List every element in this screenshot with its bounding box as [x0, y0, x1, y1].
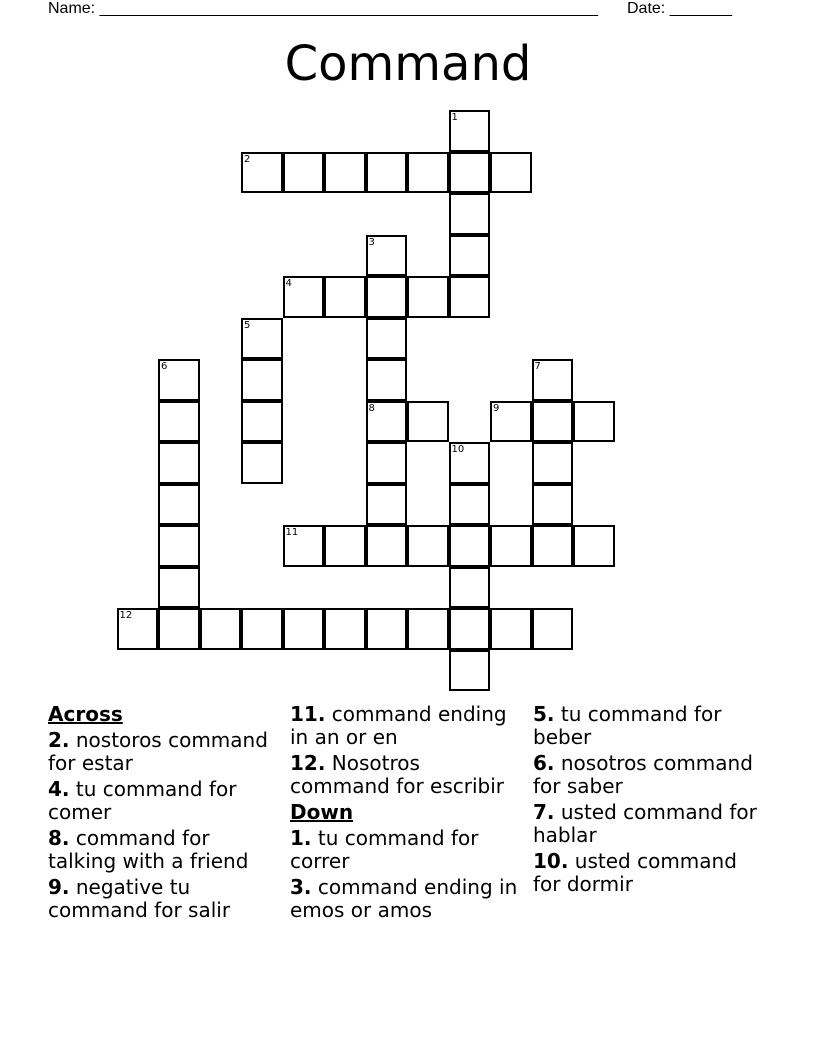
grid-cell[interactable]	[366, 235, 408, 277]
grid-cell[interactable]	[532, 608, 574, 650]
clue-number-label: 3	[368, 236, 375, 248]
clue-text: tu command for correr	[290, 826, 479, 873]
clue-number: 10.	[533, 849, 569, 873]
clue-text: tu command for beber	[533, 702, 722, 749]
grid-cell[interactable]	[449, 152, 491, 194]
grid-cell[interactable]	[324, 525, 366, 567]
clue-number: 4.	[48, 777, 70, 801]
grid-cell[interactable]	[449, 110, 491, 152]
grid-cell[interactable]	[490, 525, 532, 567]
grid-cell[interactable]	[283, 608, 325, 650]
grid-cell[interactable]	[407, 401, 449, 443]
grid-cell[interactable]	[366, 318, 408, 360]
grid-cell[interactable]	[366, 525, 408, 567]
clue-number: 6.	[533, 751, 555, 775]
clue-across-11	[290, 703, 525, 749]
clues-column-1	[48, 703, 283, 925]
grid-cell[interactable]	[283, 525, 325, 567]
grid-cell[interactable]	[366, 152, 408, 194]
clue-number-label: 10	[451, 444, 465, 455]
clue-down-6	[533, 752, 768, 798]
clue-number-label: 4	[285, 278, 292, 289]
grid-cell[interactable]	[490, 401, 532, 443]
clue-number: 12.	[290, 751, 326, 775]
clue-across-9	[48, 876, 283, 922]
clue-text: command ending in an or en	[290, 702, 507, 749]
grid-cell[interactable]	[158, 484, 200, 526]
grid-cell[interactable]	[449, 442, 491, 484]
clue-text: command ending in emos or amos	[290, 875, 518, 922]
clue-down-7	[533, 801, 768, 847]
grid-cell[interactable]	[366, 608, 408, 650]
grid-cell[interactable]	[407, 276, 449, 318]
clue-text: negative tu command for salir	[48, 875, 231, 922]
across-heading: Across	[48, 702, 123, 726]
grid-cell[interactable]	[241, 608, 283, 650]
grid-cell[interactable]	[573, 525, 615, 567]
grid-cell[interactable]	[366, 359, 408, 401]
name-field-label: Name: ________________________________________________________	[48, 0, 598, 17]
grid-cell[interactable]	[158, 608, 200, 650]
grid-cell[interactable]	[407, 152, 449, 194]
grid-cell[interactable]	[366, 401, 408, 443]
grid-cell[interactable]	[449, 484, 491, 526]
clue-number: 2.	[48, 728, 70, 752]
grid-cell[interactable]	[532, 401, 574, 443]
clue-across-4	[48, 778, 283, 824]
grid-cell[interactable]	[283, 152, 325, 194]
clues-column-2	[290, 703, 525, 925]
clue-number: 8.	[48, 826, 70, 850]
grid-cell[interactable]	[158, 359, 200, 401]
clue-number-label: 8	[368, 402, 375, 414]
down-heading: Down	[290, 800, 354, 824]
clue-number: 7.	[533, 800, 555, 824]
grid-cell[interactable]	[241, 442, 283, 484]
clue-number: 1.	[290, 826, 312, 850]
grid-cell[interactable]	[449, 608, 491, 650]
grid-cell[interactable]	[158, 442, 200, 484]
grid-cell[interactable]	[324, 276, 366, 318]
clue-number-label: 5	[244, 319, 251, 331]
clue-number-label: 1	[451, 112, 458, 123]
grid-cell[interactable]	[449, 525, 491, 567]
grid-cell[interactable]	[573, 401, 615, 443]
date-field-label: Date: _______	[627, 0, 732, 17]
clue-text: Nosotros command for escribir	[290, 751, 505, 798]
clue-text: nostoros command for estar	[48, 728, 268, 775]
clue-number: 9.	[48, 875, 70, 899]
clue-number: 5.	[533, 702, 555, 726]
grid-cell[interactable]	[366, 484, 408, 526]
grid-cell[interactable]	[158, 567, 200, 609]
clue-text: command for talking with a friend	[48, 826, 249, 873]
clue-number-label: 7	[534, 361, 541, 372]
grid-cell[interactable]	[158, 401, 200, 443]
grid-cell[interactable]	[241, 359, 283, 401]
clue-number-label: 2	[244, 153, 251, 165]
grid-cell[interactable]	[532, 525, 574, 567]
grid-cell[interactable]	[407, 608, 449, 650]
clue-across-8	[48, 827, 283, 873]
grid-cell[interactable]	[532, 359, 574, 401]
grid-cell[interactable]	[449, 567, 491, 609]
clues-column-3	[533, 703, 768, 899]
clue-number-label: 9	[493, 402, 500, 414]
grid-cell[interactable]	[117, 608, 159, 650]
grid-cell[interactable]	[283, 276, 325, 318]
grid-cell[interactable]	[449, 276, 491, 318]
grid-cell[interactable]	[490, 608, 532, 650]
grid-cell[interactable]	[241, 401, 283, 443]
clue-across-12	[290, 752, 525, 798]
grid-cell[interactable]	[449, 235, 491, 277]
clue-text: tu command for comer	[48, 777, 237, 824]
clue-number-label: 12	[119, 610, 133, 621]
grid-cell[interactable]	[324, 608, 366, 650]
grid-cell[interactable]	[449, 650, 491, 692]
grid-cell[interactable]	[449, 193, 491, 235]
grid-cell[interactable]	[158, 525, 200, 567]
grid-cell[interactable]	[366, 276, 408, 318]
clue-across-2	[48, 729, 283, 775]
clue-down-1	[290, 827, 525, 873]
page-title: Command	[284, 36, 532, 92]
clue-number: 3.	[290, 875, 312, 899]
clue-text: usted command for dormir	[533, 849, 737, 896]
clue-text: nosotros command for saber	[533, 751, 753, 798]
clue-number-label: 6	[161, 361, 168, 372]
grid-cell[interactable]	[324, 152, 366, 194]
grid-cell[interactable]	[241, 152, 283, 194]
clue-down-3	[290, 876, 525, 922]
clue-down-10	[533, 850, 768, 896]
clue-number-label: 11	[285, 527, 299, 538]
clue-text: usted command for hablar	[533, 800, 757, 847]
grid-cell[interactable]	[366, 442, 408, 484]
grid-cell[interactable]	[490, 152, 532, 194]
clue-down-5	[533, 703, 768, 749]
grid-cell[interactable]	[532, 484, 574, 526]
grid-cell[interactable]	[532, 442, 574, 484]
clue-number: 11.	[290, 702, 326, 726]
grid-cell[interactable]	[407, 525, 449, 567]
grid-cell[interactable]	[200, 608, 242, 650]
grid-cell[interactable]	[241, 318, 283, 360]
